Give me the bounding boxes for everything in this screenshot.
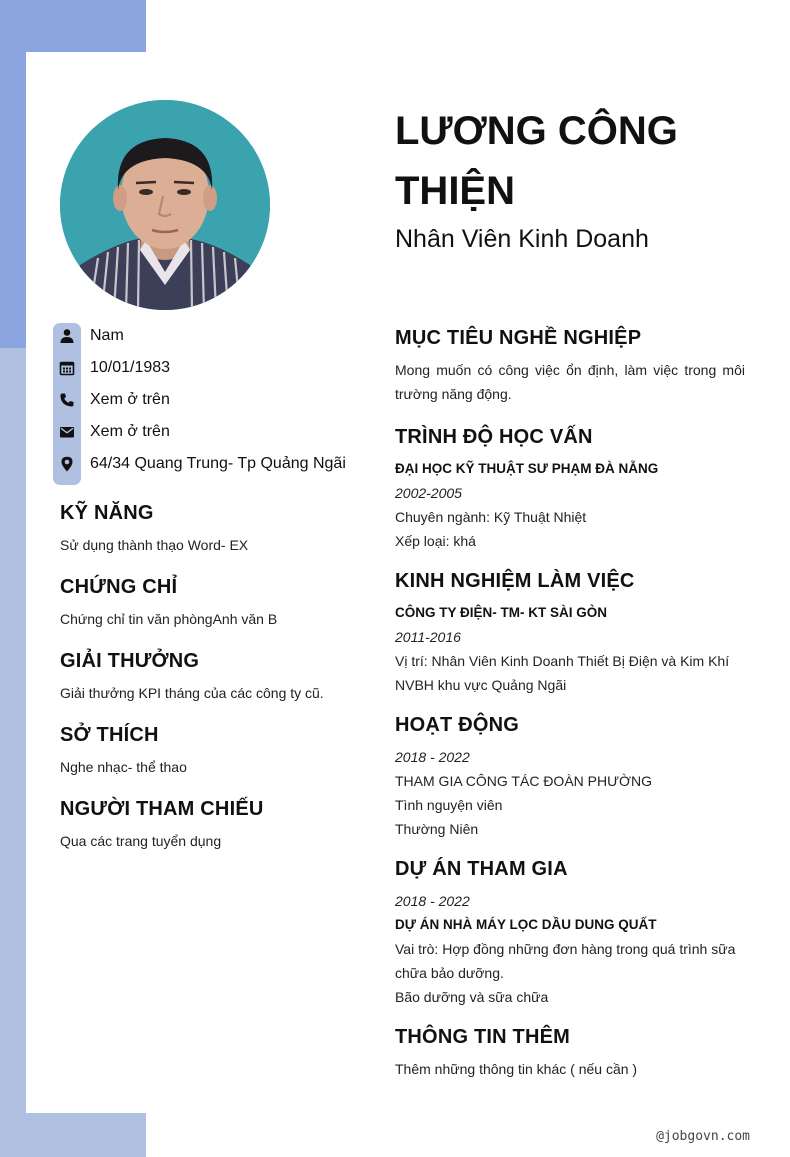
avatar	[60, 100, 270, 310]
hobbies-heading: SỞ THÍCH	[60, 724, 159, 746]
references-heading: NGƯỜI THAM CHIẾU	[60, 798, 264, 820]
projects-section	[395, 858, 745, 1009]
contact-email	[53, 416, 170, 448]
contact-phone	[53, 384, 170, 416]
objective-heading: MỤC TIÊU NGHỀ NGHIỆP	[395, 327, 642, 349]
projects-name: DỰ ÁN NHÀ MÁY LỌC DẦU DUNG QUẤT	[395, 917, 657, 932]
projects-period: 2018 - 2022	[395, 893, 470, 909]
awards-section	[60, 650, 360, 705]
mail-icon	[53, 416, 81, 448]
activities-role: Tình nguyện viên	[395, 797, 503, 813]
skills-text: Sử dụng thành thạo Word- EX	[60, 537, 249, 553]
awards-heading: GIẢI THƯỞNG	[60, 650, 200, 672]
contact-address	[53, 448, 346, 480]
references-text: Qua các trang tuyển dụng	[60, 833, 222, 849]
experience-section	[395, 570, 745, 697]
contact-birthday	[53, 352, 170, 384]
references-section	[60, 798, 360, 853]
candidate-name: LƯƠNG CÔNG THIỆN	[395, 109, 678, 213]
experience-detail: NVBH khu vực Quảng Ngãi	[395, 677, 567, 693]
experience-heading: KINH NGHIỆM LÀM VIỆC	[395, 570, 635, 592]
education-period: 2002-2005	[395, 485, 462, 501]
job-title: Nhân Viên Kinh Doanh	[395, 225, 649, 253]
phone-icon	[53, 384, 81, 416]
phone-value: Xem ở trên	[90, 391, 170, 408]
activities-period: 2018 - 2022	[395, 749, 470, 765]
hobbies-section	[60, 724, 360, 779]
extra-section	[395, 1026, 745, 1081]
contact-gender	[53, 320, 124, 352]
education-school: ĐẠI HỌC KỸ THUẬT SƯ PHẠM ĐÀ NẴNG	[395, 461, 659, 476]
extra-text: Thêm những thông tin khác ( nếu cần )	[395, 1061, 638, 1077]
location-icon	[53, 448, 81, 480]
education-grade: Xếp loại: khá	[395, 533, 476, 549]
education-major: Chuyên ngành: Kỹ Thuật Nhiệt	[395, 509, 587, 525]
projects-detail: Bão dưỡng và sữa chữa	[395, 989, 549, 1005]
certificates-section	[60, 576, 360, 631]
skills-heading: KỸ NĂNG	[60, 502, 154, 524]
objective-text: Mong muốn có công việc ổn định, làm việc trong môi trường năng động.	[395, 362, 745, 402]
activities-heading: HOẠT ĐỘNG	[395, 714, 520, 736]
projects-role-line2: chữa bảo dưỡng.	[395, 965, 504, 981]
education-section	[395, 426, 745, 553]
education-heading: TRÌNH ĐỘ HỌC VẤN	[395, 426, 593, 448]
activities-detail: Thường Niên	[395, 821, 479, 837]
awards-text: Giải thưởng KPI tháng của các công ty cũ.	[60, 685, 324, 701]
experience-position: Vị trí: Nhân Viên Kinh Doanh Thiết Bị Điện và Kim Khí	[395, 653, 730, 669]
watermark: @jobgovn.com	[656, 1129, 750, 1144]
email-value: Xem ở trên	[90, 423, 170, 440]
decor-left-strip	[0, 348, 26, 1157]
skills-section	[60, 502, 360, 557]
activities-section	[395, 714, 745, 841]
experience-company: CÔNG TY ĐIỆN- TM- KT SÀI GÒN	[395, 605, 607, 620]
address-value: 64/34 Quang Trung- Tp Quảng Ngãi	[90, 455, 346, 472]
experience-period: 2011-2016	[395, 629, 461, 645]
birthday-value: 10/01/1983	[90, 359, 171, 376]
certificates-text: Chứng chỉ tin văn phòngAnh văn B	[60, 611, 278, 627]
extra-heading: THÔNG TIN THÊM	[395, 1026, 571, 1048]
calendar-icon	[53, 352, 81, 384]
gender-value: Nam	[90, 327, 124, 344]
objective-section	[395, 327, 745, 406]
projects-role-line1: Vai trò: Hợp đồng những đơn hàng trong quá trình sữa	[395, 941, 736, 957]
decor-bottom-left	[0, 1113, 146, 1157]
certificates-heading: CHỨNG CHỈ	[60, 576, 178, 598]
person-icon	[53, 320, 81, 352]
projects-heading: DỰ ÁN THAM GIA	[395, 858, 568, 880]
hobbies-text: Nghe nhạc- thể thao	[60, 759, 187, 775]
activities-org: THAM GIA CÔNG TÁC ĐOÀN PHƯỜNG	[395, 773, 653, 789]
